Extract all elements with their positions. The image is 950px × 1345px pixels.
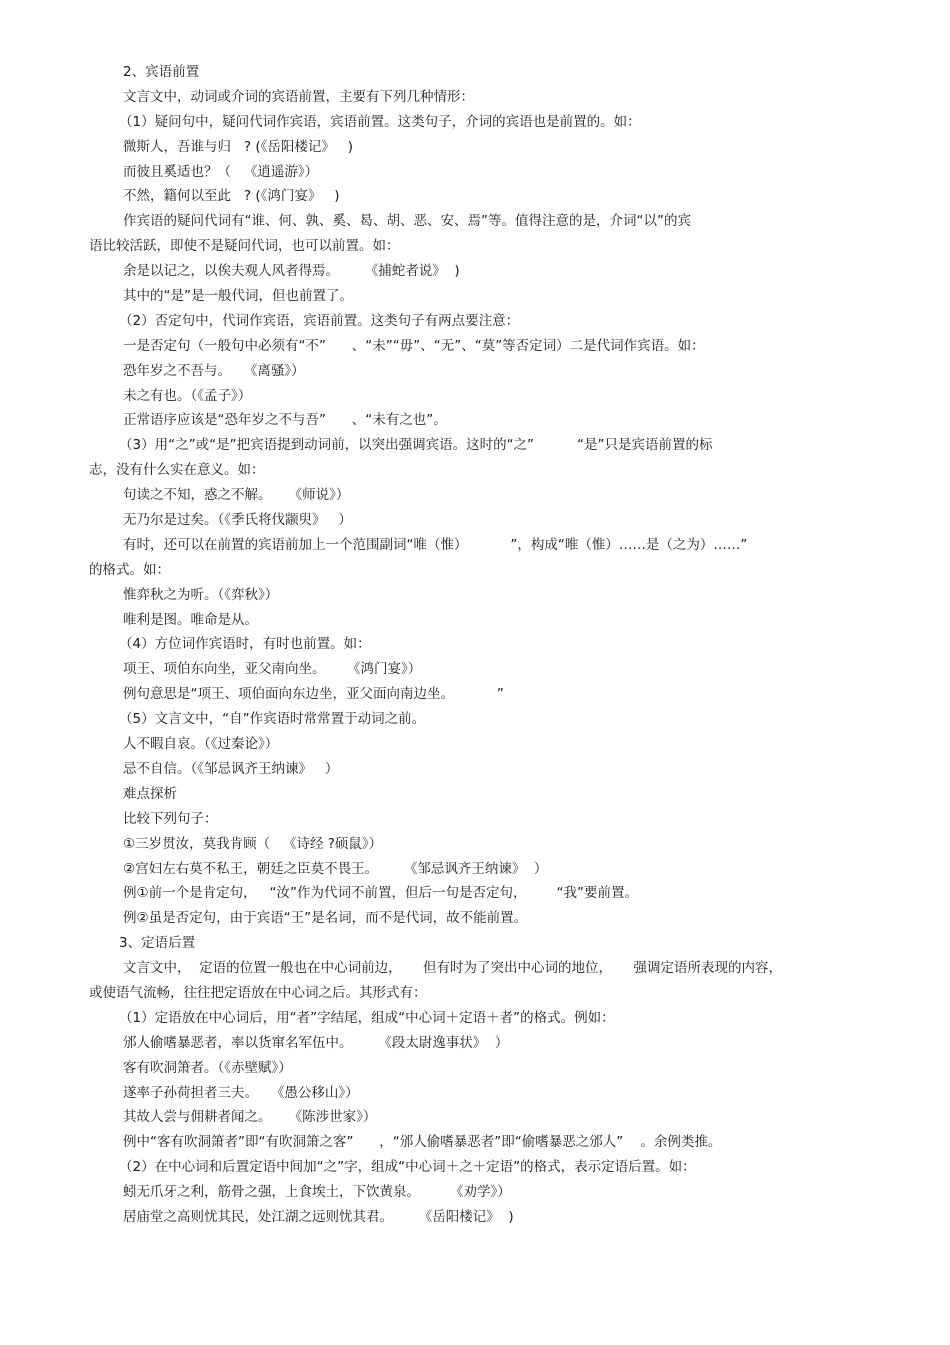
text-line: 其中的“是”是一般代词，但也前置了。 — [123, 288, 353, 305]
text-line: （2）否定句中，代词作宾语，宾语前置。这类句子有两点要注意： — [119, 312, 520, 329]
text-line: 客有吹洞箫者。（《赤壁赋》） — [123, 1059, 292, 1076]
text-line: 正常语序应该是“恐年岁之不与吾” 、“未有之也”。 — [123, 412, 447, 429]
text-line: 忌不自信。（《邹忌讽齐王纳谏》 ） — [123, 760, 339, 777]
text-line: 志，没有什么实在意义。如： — [89, 462, 265, 479]
text-line: 居庙堂之高则忧其民，处江湖之远则忧其君。 《岳阳楼记》 ) — [123, 1208, 514, 1225]
text-line: 难点探析 — [123, 785, 177, 802]
text-line: 人不暇自哀。（《过秦论》） — [123, 736, 279, 753]
text-line: 项王、项伯东向坐，亚父南向坐。 《鸿门宴》） — [123, 661, 422, 678]
text-line: 文言文中，动词或介词的宾语前置，主要有下列几种情形： — [123, 88, 474, 105]
text-line: （3）用“之”或“是”把宾语提到动词前，以突出强调宾语。这时的“之” “是”只是宾语前置的标 — [119, 437, 713, 454]
text-line: 例句意思是“项王、项伯面向东边坐，亚父面向南边坐。 ” — [123, 686, 504, 703]
text-line: 其故人尝与佣耕者闻之。 《陈涉世家》） — [123, 1109, 377, 1126]
text-line: ②宫妇左右莫不私王，朝廷之臣莫不畏王。 《邹忌讽齐王纳谏》 ） — [123, 860, 548, 877]
text-line: 比较下列句子： — [123, 810, 218, 827]
text-line: 蚓无爪牙之利，筋骨之强，上食埃土，下饮黄泉。 《劝学》） — [123, 1184, 511, 1201]
text-line: （4）方位词作宾语时，有时也前置。如： — [119, 636, 371, 653]
text-line: 遂率子孙荷担者三夫。 《愚公移山》） — [123, 1084, 359, 1101]
text-line: 而彼且奚适也？（ 《逍遥游》） — [123, 163, 319, 180]
text-line: 作宾语的疑问代词有“谁、何、孰、奚、曷、胡、恶、安、焉”等。值得注意的是，介词“以”的宾 — [123, 213, 691, 230]
text-line: 3、定语后置 — [119, 935, 196, 952]
text-line: 例②虽是否定句，由于宾语“王”是名词，而不是代词，故不能前置。 — [123, 910, 528, 927]
text-line: 例①前一个是肯定句， “汝”作为代词不前置，但后一句是否定句， “我”要前置。 — [123, 885, 638, 902]
text-line: 例中“客有吹洞箫者”即“有吹洞箫之客” ，“邠人偷嗜暴恶者”即“偷嗜暴恶之邠人” 。余例类推。 — [123, 1134, 722, 1151]
text-line: （1）疑问句中，疑问代词作宾语，宾语前置。这类句子，介词的宾语也是前置的。如： — [119, 113, 641, 130]
text-line: （2）在中心词和后置定语中间加“之”字，组成“中心词＋之＋定语”的格式，表示定语后置。如： — [119, 1159, 696, 1176]
text-line: 2、宾语前置 — [123, 64, 200, 80]
text-line: 有时，还可以在前置的宾语前加上一个范围副词“唯（惟） ”，构成“唯（惟）……是（之为）……” — [123, 536, 748, 553]
text-line: 余是以记之，以俟夫观人风者得焉。 《捕蛇者说》 ) — [123, 263, 460, 280]
text-line: 未之有也。（《孟子》） — [123, 387, 252, 404]
document-page — [0, 60, 950, 1230]
text-line: 唯利是图。唯命是从。 — [123, 611, 258, 628]
text-line: 的格式。如： — [89, 561, 170, 578]
text-line: 微斯人，吾谁与归 ? (《岳阳楼记》 ) — [123, 138, 353, 155]
text-line: 一是否定句（一般句中必须有“不” 、“未”“毋”、“无”、“莫”等否定词）二是代词作宾语。如： — [123, 337, 705, 354]
text-line: 无乃尔是过矣。（《季氏将伐颛臾》 ） — [123, 512, 352, 529]
text-line: 或使语气流畅，往往把定语放在中心词之后。其形式有： — [89, 984, 427, 1001]
text-line: ①三岁贯汝，莫我肯顾（ 《诗经 ?硕鼠》） — [123, 835, 383, 852]
text-line: （1）定语放在中心词后，用“者”字结尾，组成“中心词＋定语＋者”的格式。例如： — [119, 1009, 615, 1026]
text-line: 文言文中， 定语的位置一般也在中心词前边， 但有时为了突出中心词的地位， 强调定语所表现的内容， — [123, 960, 782, 977]
text-line: 恐年岁之不吾与。 《离骚》） — [123, 362, 305, 379]
text-line: 邠人偷嗜暴恶者，率以货窜名军伍中。 《段太尉逸事状》 ） — [123, 1034, 509, 1051]
text-line: 不然，籍何以至此 ? (《鸿门宴》 ) — [123, 188, 340, 205]
text-line: 惟弈秋之为听。（《弈秋》） — [123, 586, 279, 603]
text-line: 句读之不知，惑之不解。 《师说》） — [123, 487, 350, 504]
text-line: 语比较活跃，即使不是疑问代词，也可以前置。如： — [89, 238, 400, 255]
text-line: （5）文言文中，“自”作宾语时常常置于动词之前。 — [119, 711, 426, 728]
